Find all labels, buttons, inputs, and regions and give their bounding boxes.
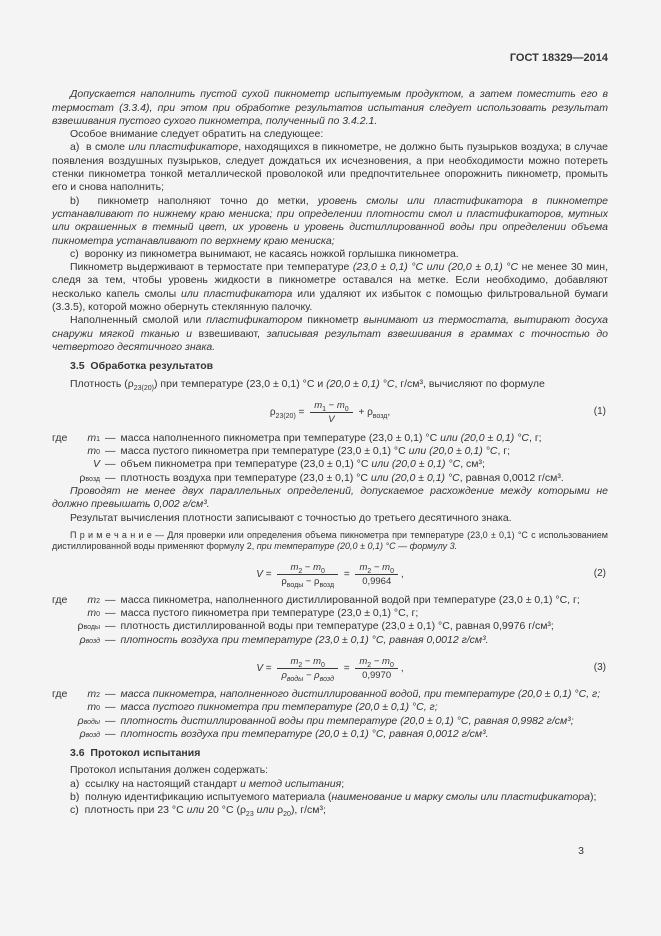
formula-number: (3) xyxy=(593,662,606,674)
definition-term: ρ воды xyxy=(77,620,100,633)
paragraph: a) в смоле или пластификаторе, находящихся в пикнометре, не должно быть пузырьков воздуха; в случае появления воздушных пузырьков, следует дождаться их исчезновения, а при необходимости можно потереть стенки пикнометра тонкой металлической проволокой или предпочтительнее опорожнить пикнометр, промыть его и снова наполнить; xyxy=(52,141,608,194)
page-number: 3 xyxy=(578,845,584,857)
definition-description: плотность воздуха при температуре (23,0 ± 0,1) °С, равная 0,0012 г/см³. xyxy=(120,633,489,646)
definition-term: m 0 xyxy=(87,445,100,458)
definition-description: масса наполненного пикнометра при температуре (23,0 ± 0,1) °С или (20,0 ± 0,1) °С, г; xyxy=(120,431,542,444)
definition-description: объем пикнометра при температуре (23,0 ± 0,1) °С или (20,0 ± 0,1) °С, см³; xyxy=(120,458,485,471)
paragraph: b) пикнометр наполняют точно до метки, уровень смолы или пластификатора в пикнометре устанавливают по нижнему краю мениска; при определении плотности смол и пластификаторов, мутных или окрашенных в темный цвет, их уровень и уровень дистиллированной воды при определении объема пикнометра устанавливают по верхнему краю мениска; xyxy=(52,194,609,247)
definition-row xyxy=(52,458,608,471)
section-heading: 3.6 Протокол испытания xyxy=(70,747,201,760)
fraction: $\frac{m_2 - m_0}{0,9964}$ xyxy=(355,562,397,587)
paragraph: Протокол испытания должен содержать: xyxy=(70,764,269,777)
paragraph: b) полную идентификацию испытуемого материала (наименование и марку смолы или пластификатора); xyxy=(70,790,597,803)
paragraph: Результат вычисления плотности записывают с точностью до третьего десятичного знака. xyxy=(70,511,512,524)
definition-description: масса пустого пикнометра при температуре (20,0 ± 0,1) °С, г; xyxy=(120,701,438,714)
definition-term: ρ возд xyxy=(79,727,100,740)
definition-description: масса пикнометра, наполненного дистиллированной водой, при температуре (20,0 ± 0,1) °С, г; xyxy=(120,687,601,700)
definition-dash: — xyxy=(105,471,116,484)
fraction: $\frac{m_2 - m_0}{\rho_{воды} - \rho_{возд}}$ xyxy=(277,562,338,587)
formula-body: V = $\frac{m_2 - m_0}{\rho_{воды} - \rho_{возд}}$ = $\frac{m_2 - m_0}{0,9964}$ , xyxy=(256,561,404,589)
definition-dash: — xyxy=(105,593,116,606)
definition-row xyxy=(52,634,608,647)
paragraph: Особое внимание следует обратить на следующее: xyxy=(70,128,324,141)
definition-dash: — xyxy=(105,431,116,444)
fraction: $\frac{m_1 - m_0}{V}$ xyxy=(310,400,352,425)
document-body xyxy=(52,88,608,817)
definition-row xyxy=(52,728,608,741)
definition-dash: — xyxy=(105,687,116,700)
definition-term: m 0 xyxy=(87,701,100,714)
definition-dash: — xyxy=(105,714,116,727)
definition-row xyxy=(52,688,608,701)
definition-description: масса пустого пикнометра при температуре (23,0 ± 0,1) °С, г; xyxy=(120,607,419,620)
definition-description: плотность дистиллированной воды при температуре (23,0 ± 0,1) °С, равная 0,9976 г/см³; xyxy=(120,620,554,633)
formula-number: (1) xyxy=(593,406,606,418)
definition-term: где m 1 xyxy=(52,431,100,444)
definition-term: ρ возд xyxy=(79,633,100,646)
paragraph: a) ссылку на настоящий стандарт и метод испытания; xyxy=(70,777,345,790)
definition-description: масса пустого пикнометра при температуре (23,0 ± 0,1) °С или (20,0 ± 0,1) °С, г; xyxy=(120,445,511,458)
definition-row xyxy=(52,432,608,445)
definition-description: масса пикнометра, наполненного дистиллированной водой при температуре (23,0 ± 0,1) °С, г; xyxy=(120,593,580,606)
fraction: $\frac{m_2 - m_0}{\rho_{воды} - \rho_{возд}}$ xyxy=(277,656,338,681)
paragraph: Допускается наполнить пустой сухой пикнометр испытуемым продуктом, а затем поместить его в термостат (3.3.4), при этом при обработке результатов испытания следует использовать результат взвешивания пустого сухого пикнометра, полученный по 3.4.2.1. xyxy=(52,88,608,127)
definition-dash: — xyxy=(105,607,116,620)
definition-row xyxy=(52,607,608,620)
formula-body: $\rho_{23(20)}$ = $\frac{m_1 - m_0}{V}$ + $\rho_{возд}$, xyxy=(269,399,391,425)
paragraph: c) воронку из пикнометра вынимают, не касаясь ножкой горлышка пикнометра. xyxy=(70,247,459,260)
paragraph: c) плотность при 23 °С или 20 °С ($\rho_{23}$ или $\rho_{20}$), г/см³; xyxy=(70,804,326,819)
definition-row xyxy=(52,715,608,728)
definition-row xyxy=(52,445,608,458)
formula-number: (2) xyxy=(593,568,606,580)
formula xyxy=(52,400,608,425)
formula xyxy=(52,562,608,587)
definition-dash: — xyxy=(105,727,116,740)
definition-description: плотность воздуха при температуре (20,0 ± 0,1) °С, равная 0,0012 г/см³. xyxy=(120,727,489,740)
definition-term: где m 2 xyxy=(52,593,100,606)
definition-term: V xyxy=(92,458,100,471)
definition-dash: — xyxy=(105,458,116,471)
formula-body: V = $\frac{m_2 - m_0}{\rho_{воды} - \rho_{возд}}$ = $\frac{m_2 - m_0}{0,9970}$ , xyxy=(256,655,404,683)
formula xyxy=(52,656,608,681)
fraction: $\frac{m_2 - m_0}{0,9970}$ xyxy=(355,656,397,681)
paragraph: Наполненный смолой или пластификатором пикнометр вынимают из термостата, вытирают досуха снаружи мягкой тканью и взвешивают, записывая результат взвешивания в граммах с точностью до четвертого десятичного знака. xyxy=(52,314,608,353)
definition-row xyxy=(52,594,608,607)
doc-header-standard-number: ГОСТ 18329—2014 xyxy=(509,52,608,64)
paragraph: Плотность $(\rho_{23(20)})$ при температуре (23,0 ± 0,1) °С и (20,0 ± 0,1) °С, г/см³, вычисляют по формуле xyxy=(70,377,545,392)
definition-term: ρ возд xyxy=(79,471,100,484)
definition-term: ρ воды xyxy=(77,714,100,727)
paragraph: Пикнометр выдерживают в термостате при температуре (23,0 ± 0,1) °С или (20,0 ± 0,1) °С не менее 30 мин, следя за тем, чтобы уровень жидкости в пикнометре оставался на метке. Если необходимо, добавляют несколько капель смолы или пластификатора или удаляют их избыток с помощью фильтровальной бумаги (3.3.5), которой можно обернуть стеклянную палочку. xyxy=(52,261,608,314)
definition-dash: — xyxy=(105,633,116,646)
definition-description: плотность воздуха при температуре (23,0 ± 0,1) °С или (20,0 ± 0,1) °С, равная 0,0012 г/см³. xyxy=(120,471,564,484)
note-paragraph: П р и м е ч а н и е — Для проверки или определения объема пикнометра при температуре (23,0 ± 0,1) °С с использованием дистиллированной воды применяют формулу 2, при температуре (20,0 ± 0,1) °С — формулу 3. xyxy=(52,529,608,552)
paragraph: Проводят не менее двух параллельных определений, допускаемое расхождение между которыми не должно превышать 0,002 г/см³. xyxy=(52,485,608,511)
definition-row xyxy=(52,701,608,714)
definition-row xyxy=(52,472,608,485)
definition-dash: — xyxy=(105,445,116,458)
section-heading: 3.5 Обработка результатов xyxy=(70,360,214,373)
definition-term: m 0 xyxy=(87,607,100,620)
definition-description: плотность дистиллированной воды при температуре (20,0 ± 0,1) °С, равная 0,9982 г/см³; xyxy=(120,714,574,727)
definition-dash: — xyxy=(105,701,116,714)
definition-row xyxy=(52,620,608,633)
definition-dash: — xyxy=(105,620,116,633)
definition-term: где m 2 xyxy=(52,687,100,700)
